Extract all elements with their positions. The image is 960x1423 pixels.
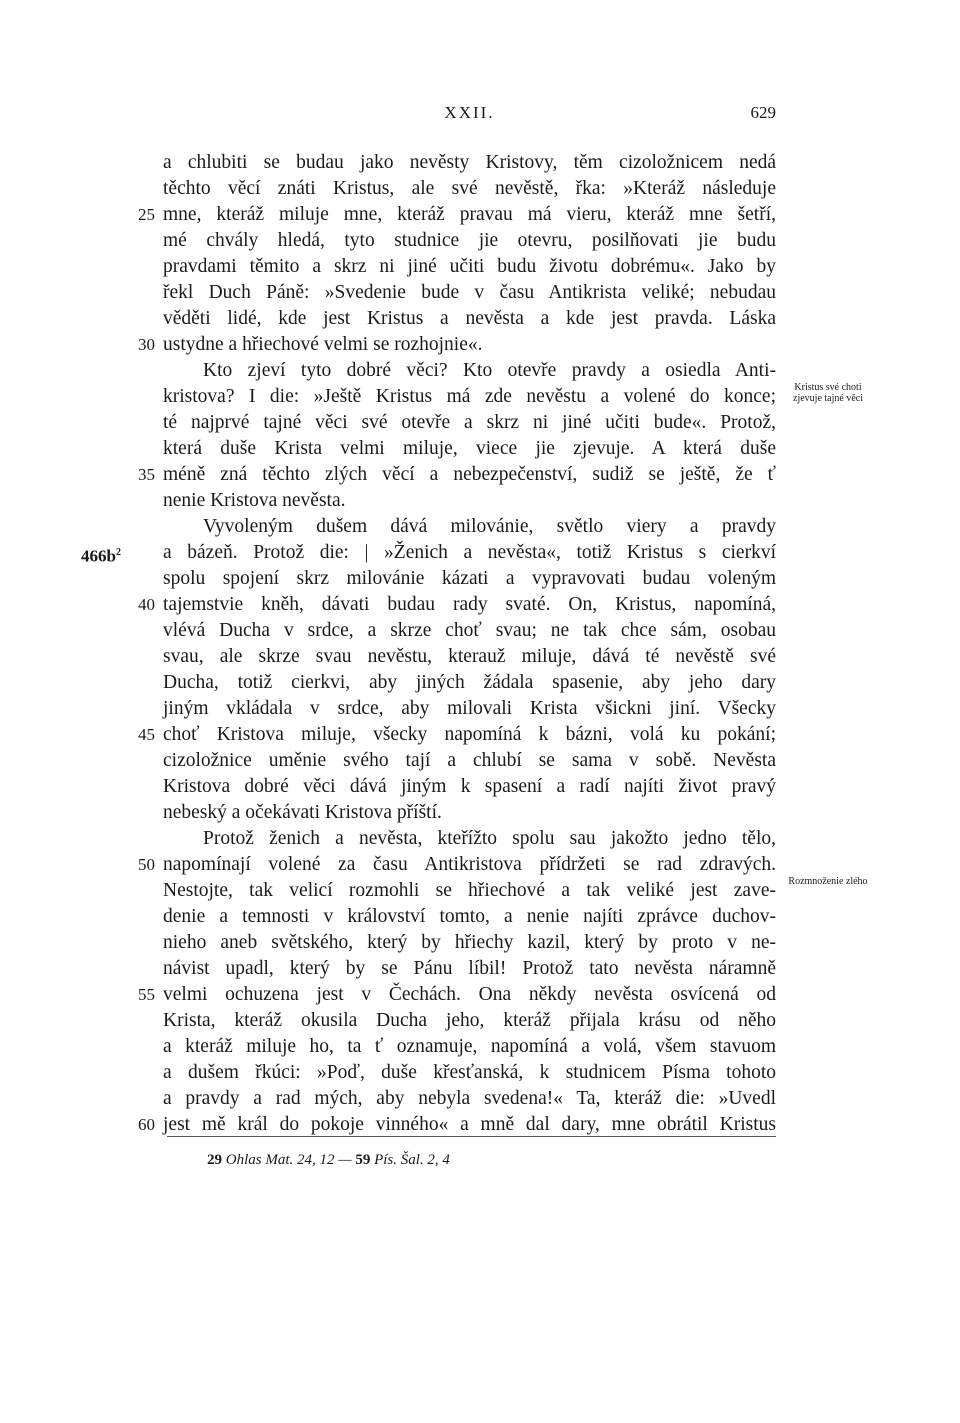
line-text: návist upadl, který by se Pánu líbil! Protož tato nevěsta náramně (163, 958, 776, 979)
line-text: a kteráž miluje ho, ta ť oznamuje, napomíná a volá, všem stavuom (163, 1036, 776, 1057)
line-number: 40 (138, 595, 155, 614)
line-text: řekl Duch Páně: »Svedenie bude v času Antikrista veliké; nebudau (163, 282, 776, 303)
line-number: 50 (138, 855, 155, 874)
footnote-ref-2: 59 (355, 1152, 371, 1168)
line-text: Kristova dobré věci dává jiným k spasení a radí najíti život pravý (163, 776, 776, 797)
line-text: mne, kteráž miluje mne, kteráž pravau má vieru, kteráž mne šetří, (163, 204, 776, 225)
page-number: 629 (750, 103, 776, 122)
text-line (163, 514, 776, 540)
footnote-rule (167, 1136, 776, 1137)
text-line (138, 982, 776, 1008)
text-line (163, 800, 776, 826)
text-line (163, 488, 776, 514)
line-text: a pravdy a rad mých, aby nebyla svedena!« Ta, kteráž die: »Uvedl (163, 1088, 776, 1109)
text-line (163, 176, 776, 202)
text-line (163, 774, 776, 800)
text-line (163, 826, 776, 852)
text-line (163, 876, 868, 904)
footnote-dash: — (334, 1152, 356, 1168)
folio-superscript: 2 (115, 547, 121, 558)
text-line (163, 410, 776, 436)
line-text: ustydne a hřiechové velmi se rozhojnie«. (163, 334, 483, 355)
line-text: nenie Kristova nevěsta. (163, 490, 346, 511)
line-text: která duše Krista velmi miluje, viece jie zjevuje. A která duše (163, 438, 776, 459)
text-line (163, 644, 776, 670)
marginal-note: Rozmnoženie zlého (788, 876, 868, 887)
text-line (163, 280, 776, 306)
line-text: a dušem řkúci: »Poď, duše křesťanská, k studnicem Písma tohoto (163, 1062, 776, 1083)
text-line (163, 150, 776, 176)
line-text: Vyvoleným dušem dává milovánie, světlo viery a pravdy (203, 516, 776, 537)
text-line (163, 254, 776, 280)
text-line (163, 1008, 776, 1034)
line-number: 25 (138, 205, 155, 224)
text-line (163, 228, 776, 254)
line-text: nieho aneb světského, který by hřiechy kazil, který by proto v ne- (163, 932, 776, 953)
text-line (138, 462, 776, 488)
line-text: Nestojte, tak velicí rozmohli se hřiechové a tak veliké jest zave- (163, 880, 776, 901)
text-line (138, 1112, 776, 1138)
line-text: napomínají volené za času Antikristova přídržeti se rad zdravých. (163, 854, 776, 875)
line-text: těchto věcí znáti Kristus, ale své nevěstě, řka: »Kteráž následuje (163, 178, 776, 199)
line-text: té najprvé tajné věci své otevře a skrz ni jiné učiti bude«. Protož, (163, 412, 776, 433)
line-number: 30 (138, 335, 155, 354)
line-text: velmi ochuzena jest v Čechách. Ona někdy nevěsta osvícená od (163, 984, 776, 1005)
line-text: pravdami těmito a skrz ni jiné učiti budu životu dobrému«. Jako by (163, 256, 776, 277)
line-text: nebeský a očekávati Kristova příští. (163, 802, 442, 823)
chapter-heading: XXII. (444, 103, 495, 122)
line-text: svau, ale skrze svau nevěstu, kterauž miluje, dává té nevěstě své (163, 646, 776, 667)
text-line (163, 358, 776, 384)
line-text: věděti lidé, kde jest Kristus a nevěsta a kde jest pravda. Láska (163, 308, 776, 329)
line-text: denie a temnosti v království tomto, a nenie najíti zprávce duchov- (163, 906, 776, 927)
footnote-text-2: Pís. Šal. 2, 4 (374, 1152, 450, 1168)
text-line (138, 592, 776, 618)
running-header (163, 103, 776, 127)
line-text: Protož ženich a nevěsta, kteřížto spolu sau jakožto jedno tělo, (203, 828, 776, 849)
folio-marker (81, 540, 121, 570)
text-line (138, 332, 776, 358)
line-text: Kto zjeví tyto dobré věci? Kto otevře pravdy a osiedla Anti- (203, 360, 776, 381)
text-line (163, 930, 776, 956)
line-text: mé chvály hledá, tyto studnice jie otevru, posilňovati jie budu (163, 230, 776, 251)
line-text: tajemstvie kněh, dávati budau rady svaté. On, Kristus, napomíná, (163, 594, 776, 615)
main-text (81, 150, 868, 1138)
text-line (163, 436, 776, 462)
line-text: kristova? I die: »Ještě Kristus má zde nevěstu a volené do konce; (163, 386, 776, 407)
folio-text: 466b (81, 546, 116, 566)
line-text: a chlubiti se budau jako nevěsty Kristovy, těm cizoložnicem nedá (163, 152, 776, 173)
text-line (163, 1086, 776, 1112)
text-line (163, 1060, 776, 1086)
text-line (163, 566, 776, 592)
text-line (163, 618, 776, 644)
line-text: choť Kristova miluje, všecky napomíná k bázni, volá ku pokání; (163, 724, 776, 745)
line-number: 60 (138, 1115, 155, 1134)
line-text: méně zná těchto zlých věcí a nebezpečenství, sudiž se ještě, že ť (163, 464, 776, 485)
line-text: jiným vkládala v srdce, aby milovali Krista všickni jiní. Všecky (163, 698, 776, 719)
line-text: a bázeň. Protož die: | »Ženich a nevěsta«, totiž Kristus s cierkví (163, 542, 776, 563)
line-text: Ducha, totiž cierkvi, aby jiných žádala spasenie, aby jeho dary (163, 672, 776, 693)
line-text: cizoložnice uměnie svého tají a chlubí se sama v sobě. Nevěsta (163, 750, 776, 771)
footnote-text-1: Ohlas Mat. 24, 12 (225, 1152, 335, 1168)
text-line (163, 1034, 776, 1060)
text-line (163, 696, 776, 722)
footnote-ref-1: 29 (207, 1152, 222, 1168)
text-line (163, 748, 776, 774)
line-number: 45 (138, 725, 155, 744)
line-number: 35 (138, 465, 155, 484)
text-line (138, 722, 776, 748)
text-line (163, 382, 863, 410)
line-number: 55 (138, 985, 155, 1004)
text-line (163, 306, 776, 332)
text-line (163, 904, 776, 930)
line-text: spolu spojení skrz milovánie kázati a vypravovati budau voleným (163, 568, 776, 589)
text-line (138, 202, 776, 228)
line-text: Krista, kteráž okusila Ducha jeho, kteráž přijala krásu od něho (163, 1010, 776, 1031)
text-line (138, 852, 776, 878)
text-line (81, 540, 776, 566)
text-line (163, 956, 776, 982)
marginal-note: Kristus své choti zjevuje tajné věci (793, 382, 863, 404)
text-line (163, 670, 776, 696)
line-text: vlévá Ducha v srdce, a skrze choť svau; ne tak chce sám, osobau (163, 620, 776, 641)
footnote (207, 1152, 450, 1169)
line-text: jest mě král do pokoje vinného« a mně dal dary, mne obrátil Kristus (163, 1114, 776, 1135)
